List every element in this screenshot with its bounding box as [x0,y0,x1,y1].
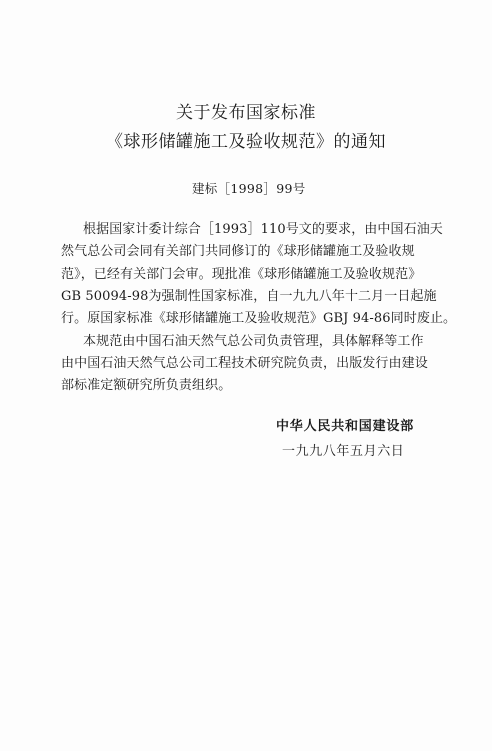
body-line-7: 由中国石油天然气总公司工程技术研究院负责，出版发行由建设 [61,356,428,371]
body-line-6: 本规范由中国石油天然气总公司负责管理，具体解释等工作 [83,334,424,349]
body-line-3: 范》，已经有关部门会审。现批准《球形储罐施工及验收规范》 [61,267,422,282]
body-line-4: GB 50094-98为强制性国家标准，自一九九八年十二月一日起施 [61,289,437,304]
body-line-8: 部标准定额研究所负责组织。 [61,378,232,393]
document-number: 建标［1998］99号 [192,181,306,196]
body-line-5: 行。原国家标准《球形储罐施工及验收规范》GBJ 94-86同时废止。 [61,311,457,326]
issue-date: 一九九八年五月六日 [282,444,405,459]
issuing-organization: 中华人民共和国建设部 [276,419,415,434]
notice-title-line-2: 《球形储罐施工及验收规范》的通知 [106,132,386,152]
notice-title-line-1: 关于发布国家标准 [176,103,316,123]
body-line-1: 根据国家计委计综合［1993］110号文的要求，由中国石油天 [83,222,443,237]
body-line-2: 然气总公司会同有关部门共同修订的《球形储罐施工及验收规 [61,244,415,259]
